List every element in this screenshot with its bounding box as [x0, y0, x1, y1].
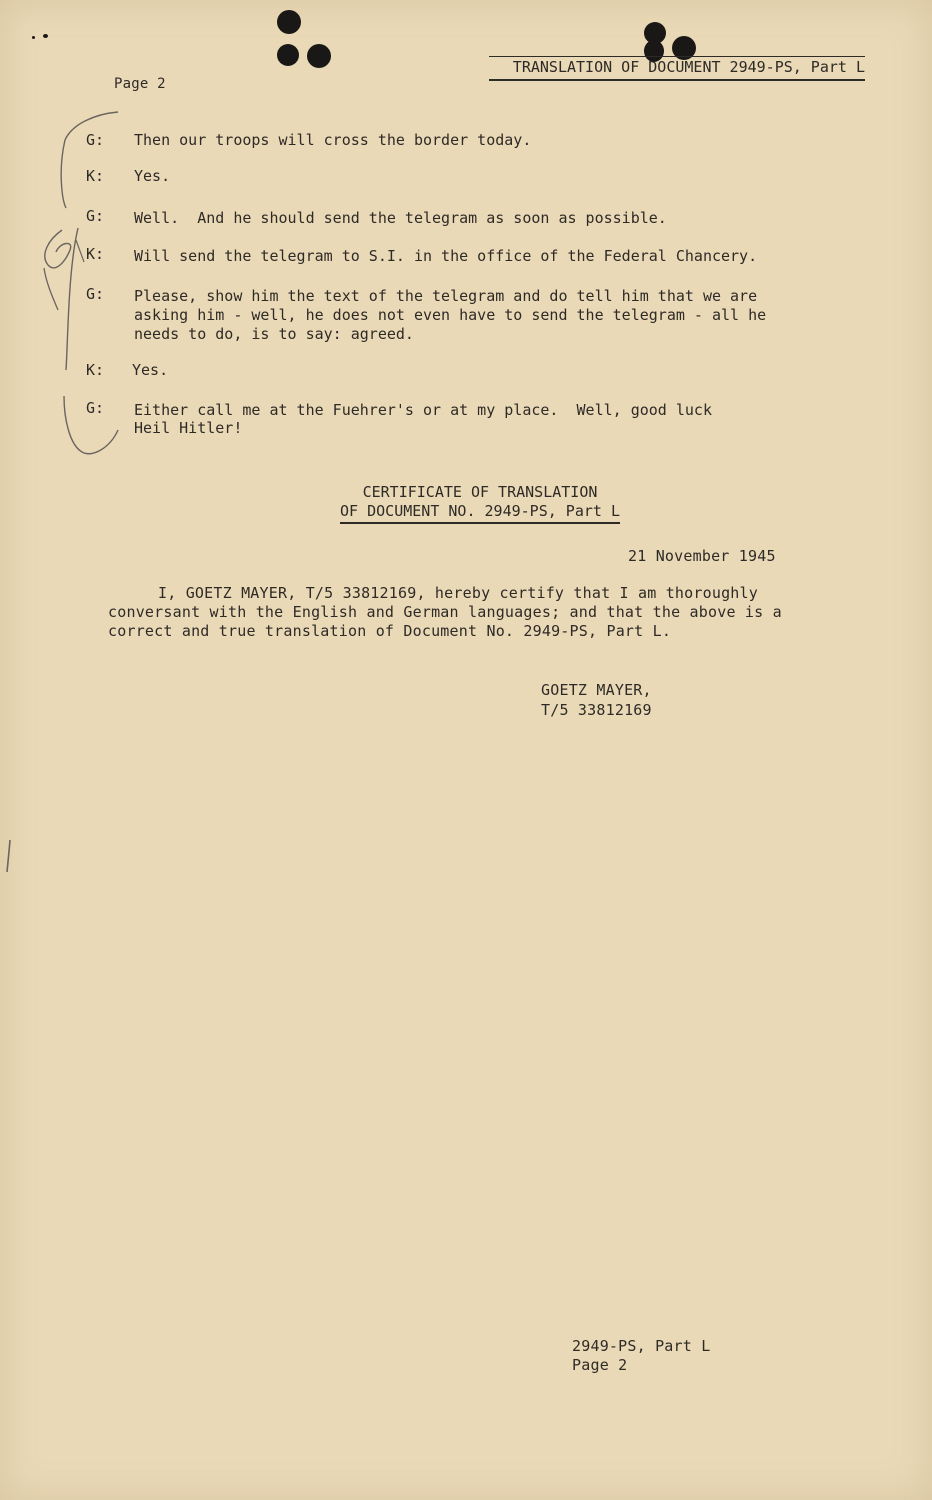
dialogue-line: Either call me at the Fuehrer's or at my place. Well, good luck: [134, 401, 712, 419]
certificate-subtitle: [330, 502, 630, 520]
page-label: Page 2: [114, 76, 166, 92]
certificate-body-line: conversant with the English and German languages; and that the above is a: [108, 603, 782, 621]
document-title-text: TRANSLATION OF DOCUMENT 2949-PS, Part L: [512, 58, 865, 76]
dialogue-line: asking him - well, he does not even have to send the telegram - all he: [134, 306, 767, 324]
signature-name: GOETZ MAYER,: [541, 681, 652, 699]
speaker-label: G:: [86, 399, 105, 417]
dialogue-line: Yes.: [134, 167, 171, 185]
speaker-label: G:: [86, 207, 105, 225]
handwritten-bracket: [0, 100, 140, 470]
footer-page-label: Page 2: [572, 1356, 628, 1374]
footer-doc-ref: 2949-PS, Part L: [572, 1337, 711, 1355]
certificate-title: CERTIFICATE OF TRANSLATION: [362, 483, 598, 501]
dialogue-line: Then our troops will cross the border today.: [134, 131, 532, 149]
punch-hole: [307, 44, 331, 68]
speaker-label: G:: [86, 285, 105, 303]
dialogue-line: Well. And he should send the telegram as soon as possible.: [134, 209, 667, 227]
dialogue-line: Will send the telegram to S.I. in the office of the Federal Chancery.: [134, 247, 758, 265]
speaker-label: K:: [86, 245, 105, 263]
certificate-body-line: I, GOETZ MAYER, T/5 33812169, hereby certify that I am thoroughly: [158, 584, 758, 602]
dialogue-line: Heil Hitler!: [134, 419, 243, 437]
certificate-date: 21 November 1945: [628, 547, 776, 565]
punch-hole: [277, 44, 299, 66]
punch-hole: [277, 10, 301, 34]
margin-tick: [4, 838, 14, 874]
speaker-label: K:: [86, 361, 105, 379]
ink-mark: [43, 34, 48, 38]
ink-mark: [32, 36, 35, 39]
speaker-label: K:: [86, 167, 105, 185]
speaker-label: G:: [86, 131, 105, 149]
certificate-body-line: correct and true translation of Document No. 2949-PS, Part L.: [108, 622, 672, 640]
dialogue-line: needs to do, is to say: agreed.: [134, 325, 414, 343]
dialogue-line: Please, show him the text of the telegram and do tell him that we are: [134, 287, 758, 305]
dialogue-line: Yes.: [132, 361, 169, 379]
certificate-subtitle-text: OF DOCUMENT NO. 2949-PS, Part L: [340, 502, 620, 524]
signature-id: T/5 33812169: [541, 701, 652, 719]
document-title: [489, 58, 865, 81]
